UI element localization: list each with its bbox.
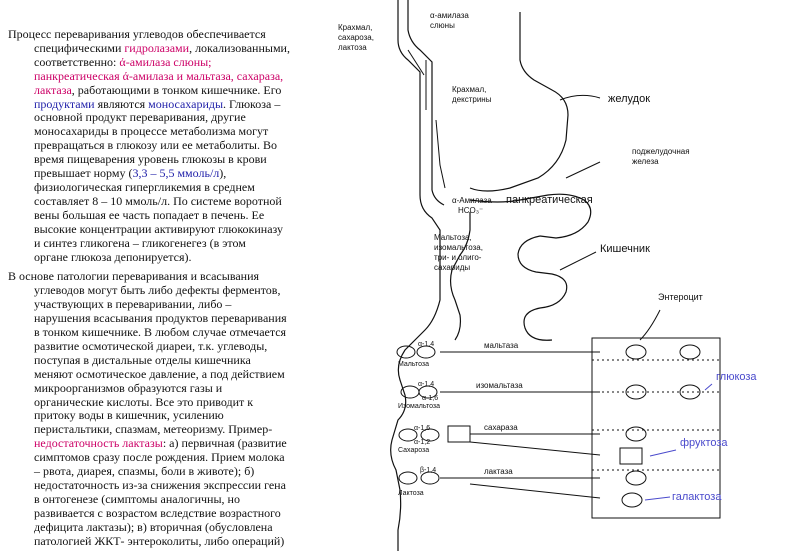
arrow-enterocyte [640, 310, 660, 340]
products-line: сахариды [434, 263, 471, 272]
line [8, 251, 330, 265]
galactose-pointer [645, 497, 670, 500]
text-span: являются [94, 96, 149, 111]
line [8, 396, 330, 410]
arrow-galactose [470, 484, 600, 498]
enzyme-sucrase: сахараза [484, 423, 518, 432]
line [8, 409, 330, 423]
line [8, 507, 330, 521]
text-span: В основе патологии переваривания и всасывания [8, 269, 260, 284]
text-span: патологией ЖКТ- энтероколиты, либо операций) [34, 533, 285, 548]
enterocyte-label: Энтероцит [658, 292, 703, 302]
term-pancreatic-enzymes: панкреатическая ά-амилаза и мальтаза, сахараза, [34, 68, 284, 83]
arrow-fructose [470, 442, 600, 455]
text-span: превышает норму ( [34, 166, 133, 181]
bond-alpha-1-6: α-1,6 [422, 395, 439, 402]
text-span: . Глюкоза – [223, 96, 281, 111]
text-span: физиологическая гипергликемия в среднем [34, 179, 255, 194]
text-span: поступая в дистальные отделы кишечника [34, 352, 251, 367]
text-span: недостаточность из-за снижения экспрессии гена [34, 478, 286, 492]
pancreas-line: железа [632, 157, 659, 166]
line [8, 354, 330, 368]
text-span: органе глюкоза депонируется). [34, 249, 192, 264]
stomach-label: желудок [608, 93, 651, 105]
line [8, 56, 330, 70]
enterocyte-lanes [592, 360, 720, 470]
glucose-ring-5 [626, 427, 646, 441]
line [8, 223, 330, 237]
bond-alpha-1-4-isomaltose: α-1,4 [418, 381, 435, 388]
pancreas-label [632, 147, 692, 166]
intestine-wall [518, 236, 567, 340]
text-span: , работающими в тонком кишечнике. Его [71, 82, 282, 97]
galactose-label: галактоза [672, 491, 722, 503]
paragraph-digestion [8, 28, 330, 264]
substrate-sucrose: Сахароза [398, 447, 430, 454]
arrow-pancreas [566, 162, 600, 178]
top-input-line: Крахмал, [338, 23, 373, 32]
text-span: развитие осмотической диареи, т.к. углеводы, [34, 338, 268, 353]
line [8, 451, 330, 465]
line [8, 368, 330, 382]
enzyme-isomaltase: изомальтаза [476, 381, 523, 390]
text-span: – рвота, диарея, спазмы, боли в животе); б) [34, 464, 255, 479]
pancreas-line: поджелудочная [632, 147, 690, 156]
intestine-label: Кишечник [600, 243, 650, 255]
line [8, 139, 330, 153]
glucose-ring-1 [626, 345, 646, 359]
line [8, 382, 330, 396]
line [8, 70, 330, 84]
bond-alpha-1-6-sucrose: α-1,6 [414, 425, 431, 432]
line [8, 298, 330, 312]
term-lactase-deficiency: недостаточность лактазы [34, 436, 163, 451]
line [8, 465, 330, 479]
bond-alpha-1-2: α-1,2 [414, 439, 431, 446]
intestine-inner-wall [451, 212, 470, 340]
line [8, 181, 330, 195]
text-span: углеводов могут быть либо дефекты ферментов, [34, 283, 281, 298]
text-span: притоку воды в кишечник, усилению [34, 408, 224, 423]
salivary-enzyme-label [430, 11, 471, 30]
digestion-diagram [335, 0, 800, 551]
products-line: Мальтоза, [434, 233, 472, 242]
text-span: и синтез гликогена – гликогенегез (в этом [34, 235, 246, 250]
line [8, 479, 330, 493]
line [8, 125, 330, 139]
products-label [434, 233, 485, 272]
text-span: нарушения всасывания продуктов переваривания [34, 311, 287, 326]
line [8, 195, 330, 209]
substrate-lactose: Лактоза [398, 490, 424, 497]
text-span: участвующих в переваривании, либо – [34, 297, 232, 312]
text-span: составляет 8 – 10 ммоль/л. По системе воротной [34, 193, 282, 208]
substrate-maltose: Мальтоза [398, 361, 430, 368]
line [8, 326, 330, 340]
text-span: развивается с возрастом вследствие возрастного [34, 505, 281, 520]
pancreatic-enzyme-line: α-Амилаза [452, 196, 492, 205]
line [8, 423, 330, 437]
glucose-label: глюкоза [716, 371, 757, 383]
starch-line: Крахмал, [452, 85, 487, 94]
glucose-ring-6 [626, 471, 646, 485]
top-input-line: сахароза, [338, 33, 374, 42]
line [8, 98, 330, 112]
fructose-box [620, 448, 642, 464]
products-line: три- и олиго- [434, 253, 482, 262]
text-span: : а) первичная (развитие [162, 436, 287, 451]
term-salivary-amylase: ά-амилаза слюны; [119, 54, 212, 69]
glucose-pointer [705, 384, 712, 390]
text-span: в тонком кишечнике. В любом случае отмечается [34, 325, 287, 340]
line [8, 312, 330, 326]
text-span: Процесс переваривания углеводов обеспечивается [8, 27, 266, 41]
top-input-label [338, 23, 376, 52]
term-monosaccharides: моносахариды [148, 96, 224, 111]
text-span: моносахариды в процессе метаболизма могут [34, 124, 269, 139]
salivary-line: слюны [430, 21, 455, 30]
line [8, 284, 330, 298]
bond-beta-1-4: β-1,4 [420, 467, 437, 474]
text-span: соответственно: [34, 54, 120, 69]
text-column [8, 28, 330, 549]
enzyme-lactase: лактаза [484, 467, 513, 476]
line [8, 111, 330, 125]
enzyme-maltase: мальтаза [484, 341, 519, 350]
line [8, 521, 330, 535]
sucrose-box [448, 426, 470, 442]
term-products: продуктами [34, 96, 95, 111]
line [8, 237, 330, 251]
maltose-ring-a [397, 346, 415, 358]
text-span: микроорганизмов образуются газы и [34, 380, 223, 395]
text-span: время пищеварения уровень глюкозы в крови [34, 152, 267, 167]
starch-line: декстрины [452, 95, 492, 104]
line [8, 28, 330, 42]
text-span: ), [219, 166, 227, 181]
fructose-label: фруктоза [680, 437, 728, 449]
text-span: органические кислоты. Все это приводит к [34, 394, 254, 409]
arrow-intestine [560, 252, 596, 270]
text-span: , локализованными, [189, 40, 290, 55]
salivary-line: α-амилаза [430, 11, 469, 20]
text-span: высокие концентрации активируют глюкокиназу [34, 221, 284, 236]
text-span: в онтогенезе (симптомы аналогичны, но [34, 491, 240, 506]
pancreatic-enzyme-line: HCO₃⁻ [458, 206, 484, 215]
term-glucose-norm: 3,3 – 5,5 ммоль/л [132, 166, 220, 181]
line [8, 535, 330, 549]
text-span: дефицита лактазы); в) вторичная (обусловлена [34, 519, 273, 534]
term-hydrolases: гидролазами [124, 40, 190, 55]
galactose-ring [622, 493, 642, 507]
starch-dextrins-label [452, 85, 492, 104]
text-span: симптомов сразу после рождения. Прием молока [34, 450, 285, 465]
line [8, 493, 330, 507]
line [8, 167, 330, 181]
line [8, 270, 330, 284]
pancreatic-enzyme-label [452, 196, 494, 215]
glucose-ring-2 [680, 345, 700, 359]
text-span: основной продукт переваривания, другие [34, 110, 246, 125]
line [8, 340, 330, 354]
bond-alpha-1-4-maltose: α-1,4 [418, 341, 435, 348]
pancreatic-label: панкреатическая [506, 194, 593, 206]
line [8, 437, 330, 451]
text-span: вены большая ее часть попадает в печень. Ее [34, 207, 265, 222]
text-span: перистальтики, спазмам, метеоризму. Пример- [34, 422, 273, 437]
fructose-pointer [650, 450, 676, 456]
products-line: изомальтоза, [434, 243, 483, 252]
term-lactase: лактаза [34, 82, 72, 97]
transport-arrows [440, 352, 600, 498]
text-span: превращаться в глюкозу или ее метаболиты. Во [34, 138, 277, 153]
paragraph-pathology [8, 270, 330, 548]
substrate-isomaltose: Изомальтоза [398, 403, 440, 410]
molecules-right [620, 345, 700, 507]
arrow-stomach [560, 95, 600, 100]
line [8, 42, 330, 56]
text-span: меняют осмотическое давление, а под действием [34, 366, 285, 381]
arrow-starch-down [436, 120, 445, 188]
line [8, 84, 330, 98]
line [8, 209, 330, 223]
text-span: специфическими [34, 40, 125, 55]
top-input-line: лактоза [338, 43, 367, 52]
lactose-ring-a [399, 472, 417, 484]
line [8, 153, 330, 167]
